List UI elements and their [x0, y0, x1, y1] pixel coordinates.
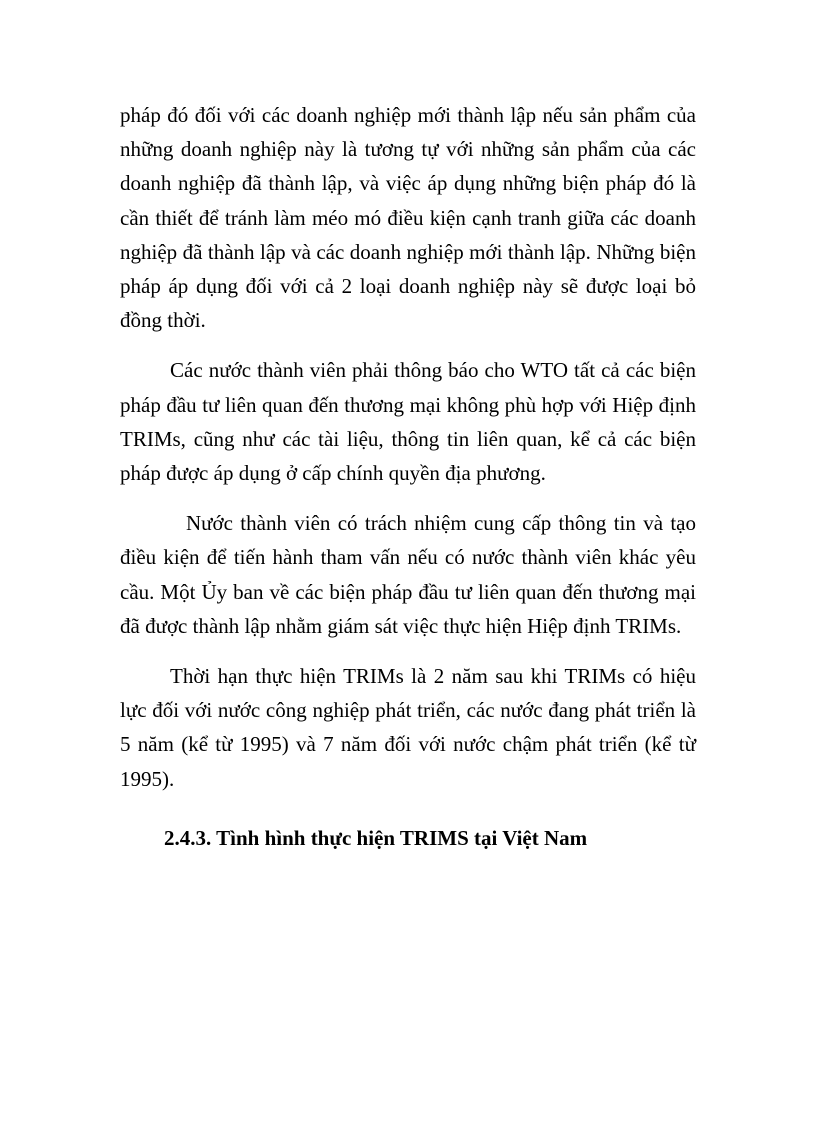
paragraph-continuation: pháp đó đối với các doanh nghiệp mới thành lập nếu sản phẩm của những doanh nghiệp này là tương tự với những sản phẩm của các doanh nghiệp đã thành lập, và việc áp dụng những biện pháp đó là cần thiết để tránh làm méo mó điều kiện cạnh tranh giữa các doanh nghiệp đã thành lập và các doanh nghiệp mới thành lập. Những biện pháp áp dụng đối với cả 2 loại doanh nghiệp này sẽ được loại bỏ đồng thời.: [120, 103, 696, 333]
paragraph-consultation: Nước thành viên có trách nhiệm cung cấp thông tin và tạo điều kiện để tiến hành tham vấn nếu có nước thành viên khác yêu cầu. Một Ủy ban về các biện pháp đầu tư liên quan đến thương mại đã được thành lập nhằm giám sát việc thực hiện Hiệp định TRIMs.: [120, 511, 696, 638]
document-page: [120, 98, 696, 855]
paragraph-deadline: Thời hạn thực hiện TRIMs là 2 năm sau khi TRIMs có hiệu lực đối với nước công nghiệp phát triển, các nước đang phát triển là 5 năm (kể từ 1995) và 7 năm đối với nước chậm phát triển (kể từ 1995).: [120, 664, 696, 791]
paragraph-notification: Các nước thành viên phải thông báo cho WTO tất cả các biện pháp đầu tư liên quan đến thương mại không phù hợp với Hiệp định TRIMs, cũng như các tài liệu, thông tin liên quan, kể cả các biện pháp được áp dụng ở cấp chính quyền địa phương.: [120, 358, 696, 486]
section-heading: 2.4.3. Tình hình thực hiện TRIMS tại Việt Nam: [164, 825, 588, 850]
